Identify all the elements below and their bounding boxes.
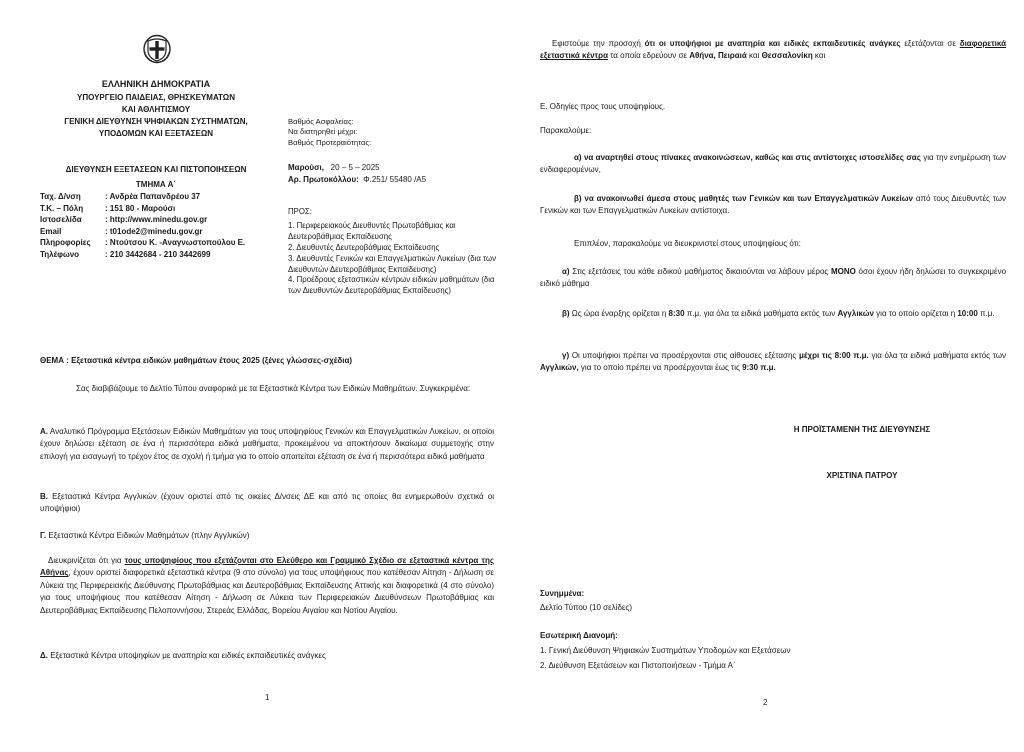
directorate-line-2: ΥΠΟΔΟΜΩΝ ΚΑΙ ΕΞΕΤΑΣΕΩΝ <box>98 128 214 138</box>
text-span: Εφιστούμε την προσοχή <box>552 39 645 48</box>
text-span-bold: 9:30 π.μ. <box>742 363 776 373</box>
clarification-a-label: α) <box>562 267 570 276</box>
contact-block <box>40 191 245 261</box>
signatory-title: Η ΠΡΟΪΣΤΑΜΕΝΗ ΤΗΣ ΔΙΕΥΘΥΝΣΗΣ <box>793 425 931 434</box>
text-span: για το οποίο πρέπει να προσέρχονται έως τις <box>578 363 743 373</box>
text-span-bold: 8:30 <box>668 309 685 318</box>
internal-distribution-item: 1. Γενική Διεύθυνση Ψηφιακών Συστημάτων Υποδομών και Εξετάσεων <box>540 646 791 655</box>
document-date: 20 – 5 – 2025 <box>330 163 380 172</box>
section-e-heading: Ε. Οδηγίες προς τους υποψηφίους. <box>540 102 666 111</box>
text-span: εξετάζονται σε <box>900 39 960 48</box>
recipient-item: 2. Διευθυντές Δευτεροβάθμιας Εκπαίδευσης <box>288 242 440 252</box>
text-span-bold: Αθήνα, Πειραιά <box>689 51 747 61</box>
section-g-detail <box>40 555 494 617</box>
directorate-line-1: ΓΕΝΙΚΗ ΔΙΕΥΘΥΝΣΗ ΨΗΦΙΑΚΩΝ ΣΥΣΤΗΜΑΤΩΝ, <box>64 116 248 126</box>
section-b <box>40 491 494 516</box>
contact-value: : Ντούτσου Κ. -Αναγνωστοπούλου Ε. <box>105 238 246 248</box>
protocol-line <box>288 174 426 186</box>
text-span: π.μ. <box>977 309 995 318</box>
website-link[interactable]: : http://www.minedu.gov.gr <box>105 215 208 225</box>
ministry-line-2: ΚΑΙ ΑΘΛΗΤΙΣΜΟΥ <box>121 104 191 114</box>
different-centers-emphasis: διαφορετικά εξεταστικά κέντρα <box>540 39 1006 61</box>
page-number: 1 <box>265 693 270 702</box>
section-d <box>40 650 494 662</box>
greek-coat-of-arms-icon <box>142 34 172 64</box>
date-place: Μαρούσι, <box>288 163 324 172</box>
text-span-bold: Θεσσαλονίκη <box>761 51 813 61</box>
text-span: για όλα τα ειδικά μαθήματα εκτός των <box>868 351 1006 360</box>
text-span: και <box>746 51 762 61</box>
section-g-letter: Γ. <box>40 531 47 540</box>
section-g-detail-part: Διευκρινίζεται ότι για <box>48 556 125 565</box>
section-a-letter: Α. <box>40 427 48 436</box>
department-line-2: ΤΜΗΜΑ Α΄ <box>135 180 177 190</box>
text-span: Στις εξετάσεις του κάθε ειδικού μαθήματος δικαιούνται να λάβουν μέρος <box>569 267 831 276</box>
instruction-b <box>540 193 1006 218</box>
ministry-line-1: ΥΠΟΥΡΓΕΙΟ ΠΑΙΔΕΙΑΣ, ΘΡΗΣΚΕΥΜΑΤΩΝ <box>76 92 235 102</box>
contact-label: Τηλέφωνο <box>40 249 80 259</box>
text-span: για το οποίο ορίζεται η <box>873 309 958 318</box>
text-span-bold: 10:00 <box>957 309 978 318</box>
text-span-bold: ότι οι υποψήφιοι με αναπηρία και ειδικές εκπαιδευτικές ανάγκες <box>644 39 901 48</box>
section-b-text: Εξεταστικά Κέντρα Αγγλικών (έχουν οριστεί από τις οικείες Δ/νσεις ΔΕ και από τις οποίες θα ενημερωθούν σχετικά οι υποψήφιοι) <box>40 492 494 514</box>
instruction-a-bold: α) να αναρτηθεί στους πίνακες ανακοινώσεων, καθώς και στις αντίστοιχες ιστοσελίδες σας <box>574 153 921 162</box>
text-span-bold: Αγγλικών, <box>540 363 579 373</box>
clarification-a <box>540 266 1006 291</box>
text-span-bold: μέχρι τις 8:00 π.μ. <box>798 351 869 360</box>
text-span: τα οποία εδρεύουν σε <box>607 51 690 61</box>
date-protocol-block <box>288 162 426 185</box>
section-d-text: Εξεταστικά Κέντρα υποψηφίων με αναπηρία και ειδικές εκπαιδευτικές ανάγκες <box>47 651 326 660</box>
email-link[interactable]: : t01ode2@minedu.gov.gr <box>105 226 203 236</box>
department-line-1: ΔΙΕΥΘΥΝΣΗ ΕΞΕΤΑΣΕΩΝ ΚΑΙ ΠΙΣΤΟΠΟΙΗΣΕΩΝ <box>65 165 247 174</box>
text-span-bold: ΜΟΝΟ <box>830 267 856 276</box>
contact-row <box>40 191 245 203</box>
contact-value: : 151 80 - Μαρούσι <box>105 203 176 213</box>
retention-period: Να διατηρηθεί μέχρι: <box>288 127 358 137</box>
contact-label: Ιστοσελίδα <box>40 215 82 225</box>
recipient-item: 3. Διευθυντές Γενικών και Επαγγελματικών Λυκείων (δια των Διευθυντών Δευτεροβάθμιας Εκπαίδευσης) <box>288 253 496 274</box>
contact-row <box>40 203 245 215</box>
clarification-b-label: β) <box>562 309 570 318</box>
contact-label: Πληροφορίες <box>40 238 91 248</box>
contact-label: Email <box>40 226 62 236</box>
priority-level: Βαθμός Προτεραιότητας: <box>288 137 372 147</box>
text-span-bold: Αγγλικών <box>837 309 874 318</box>
instruction-a-rest: για την ενημέρωση των ενδιαφερομένων, <box>540 153 1006 175</box>
section-d-letter: Δ. <box>40 651 48 660</box>
contact-row <box>40 249 245 261</box>
recipient-item: 1. Περιφερειακούς Διευθυντές Πρωτοβάθμιας και Δευτεροβάθμιας Εκπαίδευσης <box>288 220 456 241</box>
section-a-text: Αναλυτικό Πρόγραμμα Εξετάσεων Ειδικών Μαθημάτων για τους υποψηφίους Γενικών και Επαγγελματικών Λυκείων, οι οποίοι έχουν δηλώσει εξέταση σε ένα ή περισσότερα ειδικά μαθήματα, προκειμένου να αποκτήσουν δικαίωμα συμμετοχής στην επιλογή για εισαγωγή το τρέχον έτος σε σχολή ή τμήμα για το οποίο απαιτείται εξέταση σε ένα ή περισσότερα ειδικά μαθήματα <box>40 427 494 461</box>
text-span: Ως ώρα έναρξης ορίζεται η <box>569 309 669 318</box>
attachments-value: Δελτίο Τύπου (10 σελίδες) <box>540 603 632 612</box>
contact-value: : Ανδρέα Παπανδρέου 37 <box>105 192 201 201</box>
document-page-2 <box>512 0 1024 752</box>
text-span: και <box>812 51 826 61</box>
text-span: Οι υποψήφιοι πρέπει να προσέρχονται στις αίθουσες εξέτασης <box>569 351 799 360</box>
section-g <box>40 530 494 542</box>
instruction-b-rest: από τους Διευθυντές των Γενικών και των Επαγγελματικών Λυκείων αντίστοιχα. <box>540 194 1006 216</box>
clarification-g <box>540 350 1006 375</box>
internal-distribution-label: Εσωτερική Διανομή: <box>540 631 618 640</box>
clarification-b <box>540 308 1006 320</box>
disability-centers-paragraph <box>540 38 1006 63</box>
protocol-label: Αρ. Πρωτοκόλλου: <box>288 174 359 184</box>
instruction-a <box>540 152 1006 177</box>
clarification-intro: Επιπλέον, παρακαλούμε να διευκρινιστεί στους υποψηφίους ότι: <box>574 239 801 248</box>
section-g-text: Εξεταστικά Κέντρα Ειδικών Μαθημάτων (πλην Αγγλικών) <box>46 531 250 540</box>
instruction-b-bold: β) να ανακοινωθεί άμεσα στους μαθητές των Γενικών και των Επαγγελματικών Λυκείων <box>574 194 913 203</box>
republic-title: ΕΛΛΗΝΙΚΗ ΔΗΜΟΚΡΑΤΙΑ <box>101 79 211 89</box>
page-number: 2 <box>763 698 768 707</box>
recipients-block <box>288 207 500 297</box>
section-a <box>40 426 494 463</box>
signatory-name: ΧΡΙΣΤΙΝΑ ΠΑΤΡΟΥ <box>826 471 898 480</box>
drawing-candidates-emphasis: τους υποψηφίους που εξετάζονται στο Ελεύθερο και Γραμμικό Σχέδιο σε εξεταστικά κέντρα της Αθήνας <box>40 556 494 578</box>
contact-row <box>40 226 245 238</box>
text-span: όσοι έχουν ήδη δηλώσει το συγκεκριμένο ειδικό μάθημα <box>540 267 1007 289</box>
contact-value: : 210 3442684 - 210 3442699 <box>105 249 211 259</box>
internal-distribution-item: 2. Διεύθυνση Εξετάσεων και Πιστοποιήσεων - Τμήμα Α΄ <box>540 661 736 670</box>
request-heading: Παρακαλούμε: <box>540 126 592 135</box>
contact-row <box>40 214 245 226</box>
issuer-header <box>40 78 272 140</box>
recipient-item: 4. Προέδρους εξεταστικών κέντρων ειδικών μαθημάτων (δια των Διευθυντών Δευτεροβάθμιας Εκπαίδευσης) <box>288 275 495 296</box>
contact-label: Τ.Κ. – Πόλη <box>40 203 84 213</box>
recipients-header: ΠΡΟΣ: <box>288 207 312 216</box>
contact-label: Ταχ. Δ/νση <box>40 192 81 201</box>
intro-paragraph: Σας διαβιβάζουμε το Δελτίο Τύπου αναφορικά με τα Εξεταστικά Κέντρα των Ειδικών Μαθημάτων. Συγκεκριμένα: <box>76 384 471 393</box>
clarification-g-label: γ) <box>562 351 570 360</box>
security-block <box>288 117 371 148</box>
contact-row <box>40 237 245 249</box>
document-subject: ΘΕΜΑ : Εξεταστικά κέντρα ειδικών μαθημάτων έτους 2025 (ξένες γλώσσες-σχέδια) <box>40 356 353 365</box>
department-header <box>40 162 272 192</box>
date-line <box>288 162 426 174</box>
section-g-detail-part: , έχουν οριστεί διαφορετικά εξεταστικά κέντρα (9 στο σύνολο) για τους υποψήφιους που κατέθεσαν Αίτηση - Δήλωση σε Λύκεια της Περιφερειακής Διεύθυνσης Πρωτοβάθμιας και Δευτεροβάθμιας Εκπαίδευσης Αττικής και διαφορετικά (4 στο σύνολο) για τους υποψήφιους που κατέθεσαν Αίτηση - Δήλωση σε Λύκεια των Περιφερειακών Διευθύνσεων Πρωτοβάθμιας και Δευτεροβάθμιας Εκπαίδευσης Πελοποννήσου, Στερεάς Ελλάδας, Βορείου Αιγαίου και Νοτίου Αιγαίου. <box>40 568 494 615</box>
text-span: π.μ. για όλα τα ειδικά μαθήματα εκτός των <box>684 309 838 318</box>
protocol-number: Φ.251/ 55480 /Α5 <box>363 174 427 184</box>
section-b-letter: Β. <box>40 492 48 501</box>
attachments-label: Συνημμένα: <box>540 589 585 598</box>
security-level: Βαθμός Ασφαλείας: <box>288 117 354 126</box>
